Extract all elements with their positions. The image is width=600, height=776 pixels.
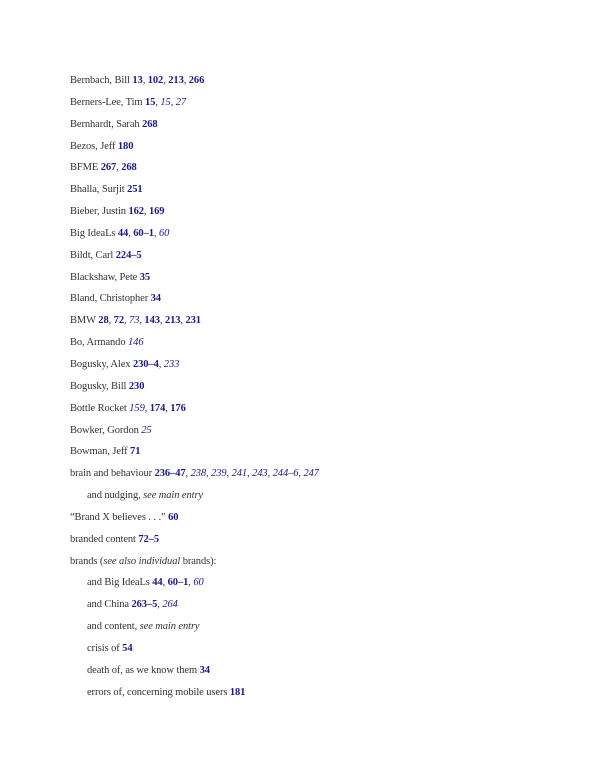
index-page (70, 73, 570, 706)
entry-text: Bottle Rocket (70, 402, 130, 414)
index-entry (70, 95, 570, 117)
cross-reference-text: see main entry (143, 490, 203, 502)
entry-text: Bildt, Carl (70, 249, 116, 261)
entry-text: , (247, 468, 253, 480)
index-entry (70, 379, 570, 401)
index-subentry (70, 641, 570, 663)
page-reference-link[interactable]: 15 (160, 96, 171, 108)
entry-text: BFME (70, 162, 101, 174)
page-reference-link[interactable]: 146 (128, 337, 144, 349)
page-reference-link[interactable]: 54 (122, 642, 133, 654)
page-reference-link[interactable]: 27 (175, 96, 187, 108)
page-reference-link[interactable]: 180 (117, 140, 134, 152)
entry-text: , (158, 358, 164, 370)
page-reference-link[interactable]: 264 (162, 599, 178, 611)
index-entry (70, 73, 570, 95)
entry-text: , (142, 75, 148, 86)
page-reference-link[interactable]: 169 (148, 206, 165, 218)
entry-text: and nudging, (87, 490, 144, 502)
entry-text: Bogusky, Alex (70, 358, 133, 370)
entry-text: , (143, 206, 149, 218)
entry-text: Bernhardt, Sarah (70, 118, 143, 130)
index-entry (70, 554, 570, 576)
entry-text: , (116, 162, 122, 174)
page-reference-link[interactable]: 181 (229, 686, 246, 698)
entry-text: , (157, 599, 163, 611)
entry-text: Bowker, Gordon (70, 424, 142, 436)
entry-text: , (185, 468, 191, 480)
index-entry (70, 401, 570, 423)
index-subentry (70, 597, 570, 619)
page-reference-link[interactable]: 233 (163, 358, 180, 370)
index-entry (70, 204, 570, 226)
entry-text: , (226, 468, 232, 480)
page-reference-link[interactable]: 60 (158, 227, 170, 239)
page-reference-link[interactable]: 35 (139, 271, 151, 283)
index-subentry (70, 575, 570, 597)
entry-text: Bland, Christopher (70, 293, 151, 305)
entry-text: “Brand X believes . . .” (70, 511, 169, 523)
page-reference-link[interactable]: 241 (231, 468, 248, 480)
entry-text: Bezos, Jeff (70, 140, 118, 152)
page-reference-link[interactable]: 266 (188, 75, 205, 86)
index-entry (70, 270, 570, 292)
page-reference-link[interactable]: 251 (127, 184, 143, 196)
page-reference-link[interactable]: 15 (145, 96, 156, 108)
page-reference-link[interactable]: 176 (170, 402, 186, 414)
index-entry (70, 313, 570, 335)
entry-text: , (163, 75, 169, 86)
entry-text: , (139, 315, 145, 327)
page-reference-link[interactable]: 60 (168, 511, 179, 523)
page-reference-link[interactable]: 230–4 (132, 358, 159, 370)
entry-text: , (298, 468, 304, 480)
page-reference-link[interactable]: 102 (147, 75, 164, 86)
page-reference-link[interactable]: 162 (128, 206, 144, 218)
entry-text: Big IdeaLs (70, 227, 118, 239)
index-entry (70, 423, 570, 445)
entry-text: and content, (87, 621, 140, 633)
entry-text: , (144, 402, 150, 414)
entry-text: Berners-Lee, Tim (70, 96, 145, 108)
index-subentry (70, 685, 570, 707)
index-entry (70, 466, 570, 488)
entry-text: Blackshaw, Pete (70, 271, 140, 283)
entry-text: Bieber, Justin (70, 206, 129, 218)
entry-text: Bowman, Jeff (70, 446, 131, 458)
entry-text: , (153, 227, 159, 239)
entry-text: , (123, 315, 130, 327)
entry-text: brands): (180, 555, 217, 567)
page-reference-link[interactable]: 263–5 (131, 599, 158, 611)
index-entry (70, 248, 570, 270)
page-reference-link[interactable]: 268 (121, 162, 137, 174)
page-reference-link[interactable]: 238 (190, 468, 207, 480)
page-reference-link[interactable]: 28 (98, 315, 109, 327)
entry-text: and Big IdeaLs (87, 577, 153, 589)
entry-text: , (188, 577, 194, 589)
page-reference-link[interactable]: 247 (303, 468, 319, 480)
entry-text: BMW (70, 315, 99, 327)
page-reference-link[interactable]: 44 (117, 227, 129, 239)
index-subentry (70, 619, 570, 641)
entry-text: crisis of (87, 642, 123, 654)
index-entry (70, 510, 570, 532)
page-reference-link[interactable]: 71 (130, 446, 141, 458)
cross-reference-text: see also individual (103, 555, 181, 567)
index-entry (70, 182, 570, 204)
page-reference-link[interactable]: 34 (199, 664, 210, 676)
page-reference-link[interactable]: 239 (211, 468, 227, 480)
page-reference-link[interactable]: 13 (132, 75, 143, 86)
entry-text: , (128, 227, 134, 239)
page-reference-link[interactable]: 213 (164, 315, 181, 327)
index-entry (70, 139, 570, 161)
page-reference-link[interactable]: 60–1 (133, 227, 154, 239)
page-reference-link[interactable]: 213 (168, 75, 184, 86)
entry-text: , (165, 402, 171, 414)
entry-text: , (267, 468, 273, 480)
entry-text: brands ( (70, 555, 104, 567)
page-reference-link[interactable]: 72–5 (138, 533, 159, 545)
index-subentry (70, 488, 570, 510)
page-reference-link[interactable]: 73 (129, 315, 140, 327)
page-reference-link[interactable]: 25 (141, 424, 152, 436)
page-reference-link[interactable]: 60–1 (167, 577, 189, 589)
index-subentry (70, 663, 570, 685)
index-entry (70, 117, 570, 139)
index-entry (70, 291, 570, 313)
entry-text: , (183, 75, 189, 86)
page-reference-link[interactable]: 244–6 (272, 468, 299, 480)
entry-text: and China (87, 599, 132, 611)
index-entry (70, 357, 570, 379)
entry-text: brain and behaviour (70, 468, 155, 480)
index-entry (70, 444, 570, 466)
page-reference-link[interactable]: 174 (149, 402, 166, 414)
entry-text: Bogusky, Bill (70, 380, 129, 392)
entry-text: death of, as we know them (87, 664, 200, 676)
index-entry (70, 226, 570, 248)
page-reference-link[interactable]: 230 (128, 380, 145, 392)
entry-text: errors of, concerning mobile users (87, 686, 230, 698)
index-entry (70, 335, 570, 357)
entry-text: branded content (70, 533, 139, 545)
page-reference-link[interactable]: 44 (152, 577, 163, 589)
entry-text: Bernbach, Bill (70, 75, 133, 86)
entry-text: Bo, Armando (70, 337, 129, 349)
entry-text: , (159, 315, 165, 327)
page-reference-link[interactable]: 143 (144, 315, 160, 327)
page-reference-link[interactable]: 236–47 (154, 468, 186, 480)
entry-text: , (155, 96, 161, 108)
page-reference-link[interactable]: 34 (150, 293, 161, 305)
index-entry (70, 160, 570, 182)
entry-text: , (162, 577, 168, 589)
page-reference-link[interactable]: 159 (129, 402, 145, 414)
page-reference-link[interactable]: 224–5 (115, 249, 142, 261)
page-reference-link[interactable]: 72 (113, 315, 124, 327)
entry-text: , (108, 315, 114, 327)
page-reference-link[interactable]: 231 (185, 315, 201, 327)
cross-reference-text: see main entry (139, 621, 200, 633)
entry-text: , (170, 96, 176, 108)
entry-text: , (206, 468, 212, 480)
entry-text: , (180, 315, 186, 327)
page-reference-link[interactable]: 243 (252, 468, 268, 480)
page-reference-link[interactable]: 268 (142, 118, 158, 130)
page-reference-link[interactable]: 267 (100, 162, 117, 174)
entry-text: Bhalla, Surjit (70, 184, 128, 196)
index-entry (70, 532, 570, 554)
page-reference-link[interactable]: 60 (193, 577, 204, 589)
